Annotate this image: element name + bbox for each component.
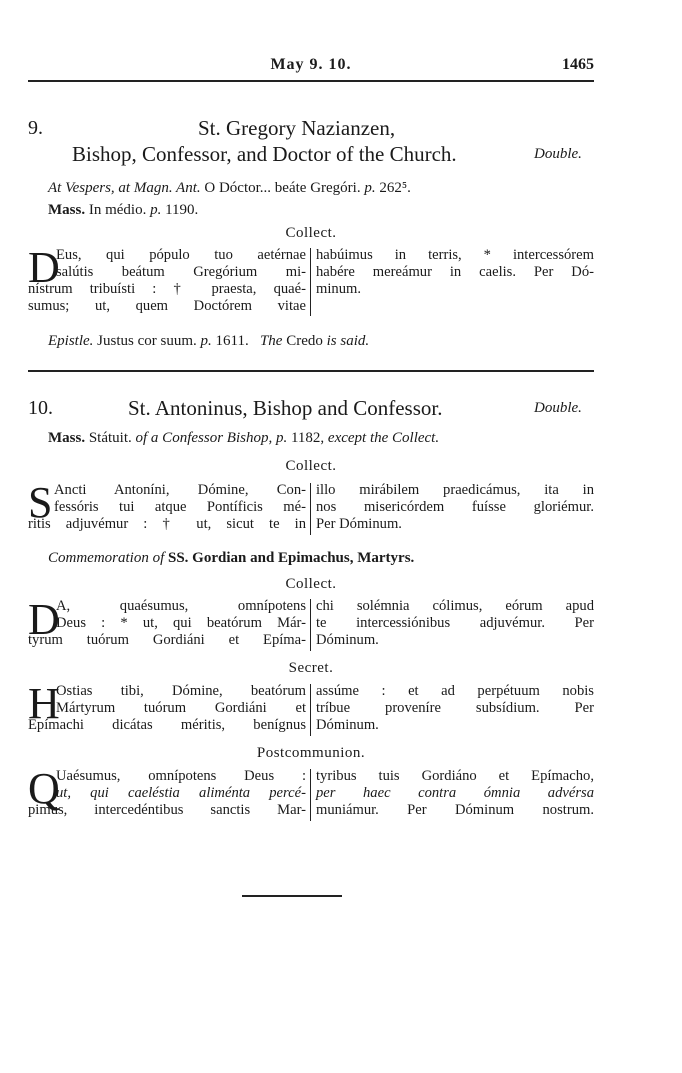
secret-left [28,679,306,734]
epistle-ref: 1611. [215,333,249,349]
postcommunion-right-line-1: tyribus tuis Gordiáno et Epímacho, [316,768,594,784]
credo-said: is said. [326,333,370,349]
feast-10-number: 10. [28,397,53,419]
collect-10-left [28,478,306,533]
collect-9-right [316,247,594,298]
collect-9-right-line-1: habúimus in terris, * intercessórem [316,247,594,263]
collect-commem-left-line-3: tyrum tuórum Gordiáni et Epíma- [28,632,306,648]
postcommunion-left [28,764,306,819]
collect-9-left-line-2: salútis beátum Gregórium mi- [56,264,306,280]
column-divider [310,684,311,736]
page-number: 1465 [562,56,594,73]
feast-9-title-line2: Bishop, Confessor, and Doctor of the Church. [72,142,457,166]
commemoration-label: Commemoration of [48,550,165,566]
vespers-ref-label: p. [364,180,376,196]
mass-label-10: Mass. [48,430,86,446]
credo-the: The [259,333,283,349]
collect-commem-left [28,595,306,649]
column-divider [310,599,311,651]
commemoration-text: SS. Gordian and Epimachus, Martyrs. [168,550,415,566]
mass-except-10: except the Collect. [327,430,440,446]
header-rule [28,80,594,82]
column-divider [310,769,311,821]
postcommunion-heading: Postcommunion. [256,745,366,761]
collect-10-left-line-2: fessóris tui atque Pontíficis mé- [54,499,306,515]
secret-right-line-3: Dóminum. [316,717,379,733]
secret-right [316,683,594,734]
collect-10-right [316,482,594,533]
collect-9-left-line-3: nístrum tribuísti : † praesta, quaé- [28,281,306,297]
vespers-ref: 262⁵. [379,180,411,196]
collect-commem-right-line-1: chi solémnia cólimus, eórum apud [316,598,594,614]
mass-ref-label-9: p. [150,202,162,218]
collect-10-left-line-3: ritis adjuvémur : † ut, sicut te in [28,516,306,532]
secret-left-line-3: Epímachi dicátas méritis, benígnus [28,717,306,733]
secret-left-line-2: Mártyrum tuórum Gordiáni et [56,700,306,716]
postcommunion-left-line-3: pimus, intercedéntibus sanctis Mar- [28,802,306,818]
collect-commem-right [316,598,594,649]
collect-commem-right-line-3: Dóminum. [316,632,379,648]
secret-heading: Secret. [288,660,334,676]
mass-label-9: Mass. [48,202,86,218]
collect-heading-9: Collect. [285,225,337,241]
collect-9-right-line-2: habére mereámur in caelis. Per Dó- [316,264,594,280]
collect-9-left-line-1: Eus, qui pópulo tuo aetérnae [56,247,306,263]
postcommunion-right [316,768,594,819]
epistle-line [48,333,369,350]
epistle-ref-label: p. [200,333,212,349]
drop-cap-q: Q [28,764,60,813]
feast-9-title-line1: St. Gregory Nazianzen, [198,116,396,140]
collect-10-left-line-1: Ancti Antoníni, Dómine, Con- [54,482,306,498]
vespers-line [48,180,411,197]
feast-10-title: St. Antoninus, Bishop and Confessor. [128,396,443,420]
mass-line-10 [48,430,439,447]
collect-10-right-line-1: illo mirábilem praedicámus, ita in [316,482,594,498]
vespers-label: At Vespers, at Magn. Ant. [48,180,201,196]
mass-ref-10: 1182, [290,430,325,446]
epistle-label: Epistle. [48,333,94,349]
collect-commem-right-line-2: te intercessiónibus adjuvémur. Per [316,615,594,631]
secret-right-line-1: assúme : et ad perpétuum nobis [316,683,594,699]
postcommunion-left-line-2: ut, qui caeléstia aliménta percé- [56,785,306,801]
section-rule [28,370,594,372]
secret-left-line-1: Ostias tibi, Dómine, beatórum [56,683,306,699]
drop-cap-h: H [28,679,60,728]
feast-9-number: 9. [28,117,43,139]
mass-of-10: of a Confessor Bishop, p. [135,430,288,446]
credo-word: Credo [286,333,323,349]
postcommunion-left-line-1: Uaésumus, omnípotens Deus : [56,768,306,784]
drop-cap-s: S [28,478,53,527]
collect-9-right-line-3: minum. [316,281,361,297]
commemoration-line [48,550,414,567]
feast-10-rank: Double. [534,400,582,416]
mass-ref-9: 1190. [165,202,199,218]
feast-9-rank: Double. [534,146,582,162]
drop-cap-d-2: D [28,595,60,644]
postcommunion-right-line-3: muniámur. Per Dóminum nostrum. [316,802,594,818]
running-header [28,54,594,78]
collect-commem-left-line-1: A, quaésumus, omnípotens [56,598,306,614]
collect-heading-10: Collect. [285,458,337,474]
secret-right-line-2: tríbue proveníre subsídium. Per [316,700,594,716]
mass-text-9: In médio. [88,202,147,218]
collect-10-right-line-2: nos misericórdem fuísse gloriémur. [316,499,594,515]
collect-9-left [28,243,306,315]
collect-9-left-line-4: sumus; ut, quem Doctórem vitae [28,298,306,314]
drop-cap-d: D [28,243,60,292]
vespers-text: O Dóctor... beáte Gregóri. [204,180,361,196]
column-divider [310,483,311,535]
mass-line-9 [48,202,198,219]
column-divider [310,248,311,316]
collect-10-right-line-3: Per Dóminum. [316,516,402,532]
end-rule [242,895,342,897]
postcommunion-right-line-2: per haec contra ómnia advérsa [316,785,594,801]
mass-text-10: Státuit. [88,430,132,446]
epistle-text: Justus cor suum. [97,333,197,349]
header-title: May 9. 10. [270,56,352,73]
collect-commem-left-line-2: Deus : * ut, qui beatórum Már- [56,615,306,631]
collect-heading-commem: Collect. [285,576,337,592]
